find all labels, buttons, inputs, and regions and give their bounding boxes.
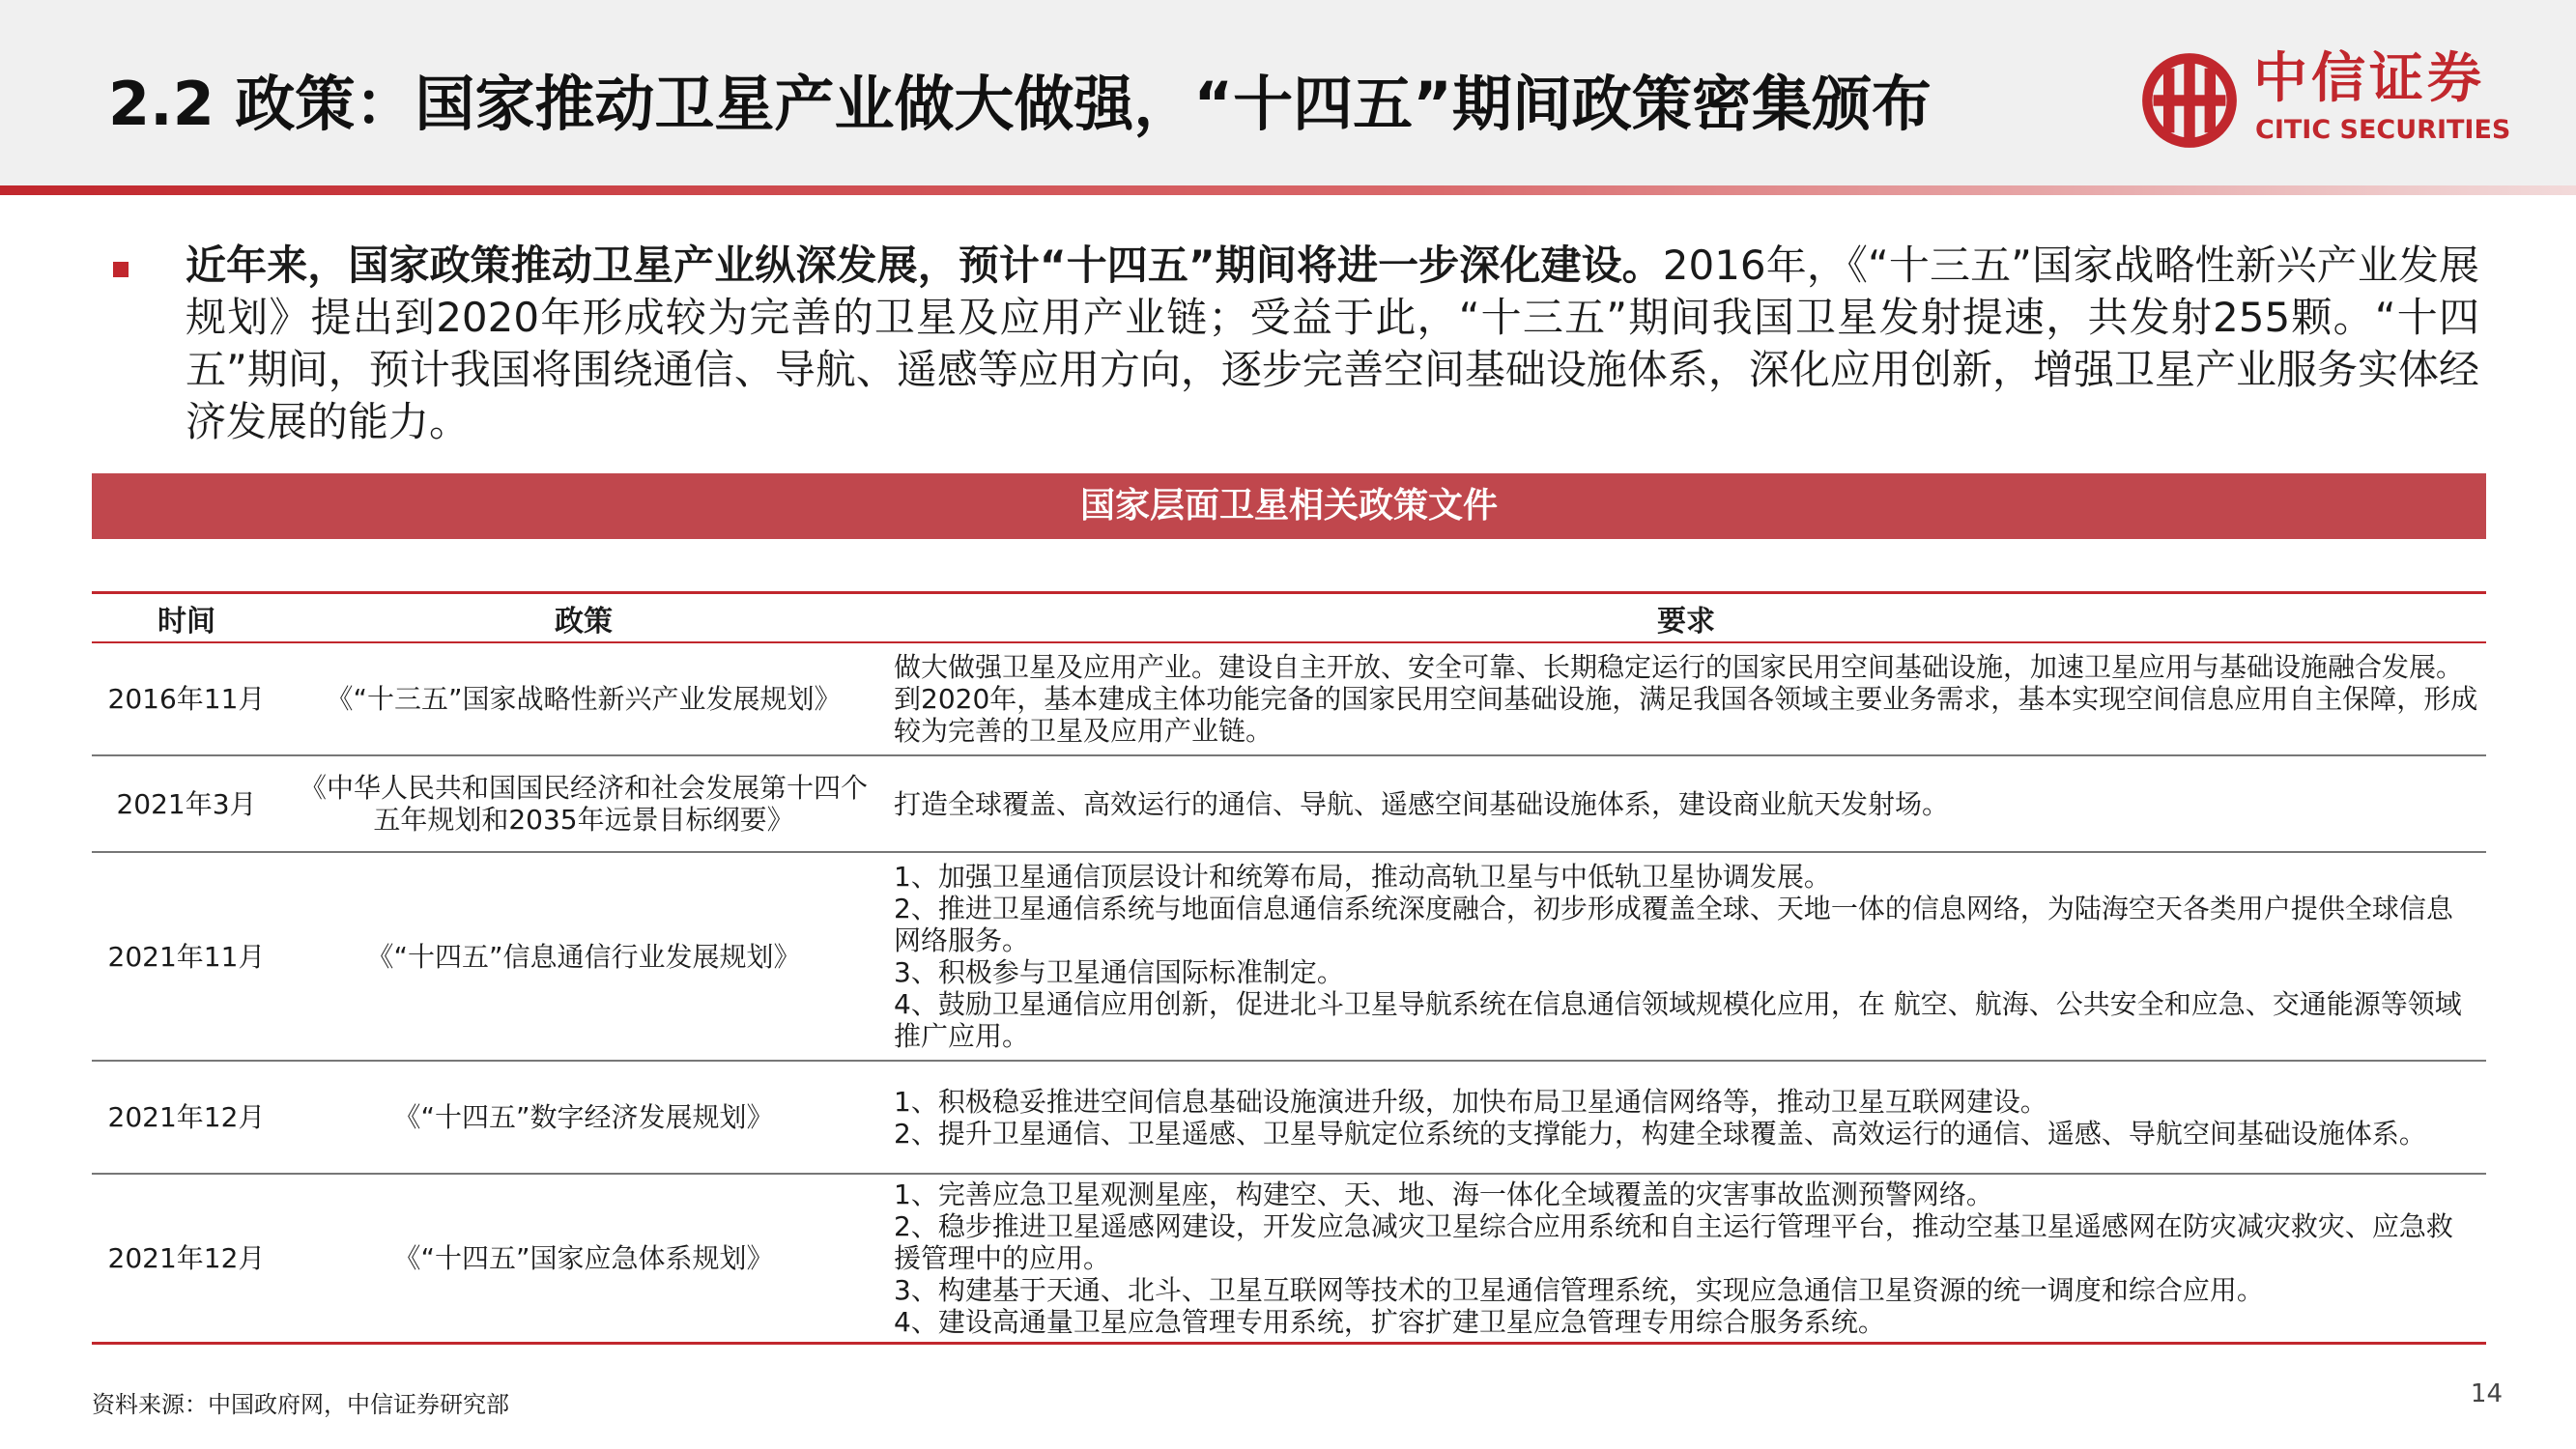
cell-policy: 《“十四五”信息通信行业发展规划》 [281,852,886,1061]
table-row [92,1174,2486,1344]
requirement-item: 2、推进卫星通信系统与地面信息通信系统深度融合，初步形成覆盖全球、天地一体的信息网络，为陆海空天各类用户提供全球信息网络服务。 [894,893,2453,956]
requirement-item: 1、完善应急卫星观测星座，构建空、天、地、海一体化全域覆盖的灾害事故监测预警网络。 [894,1179,1993,1210]
table-title-banner: 国家层面卫星相关政策文件 [92,473,2486,539]
intro-lead: 近年来，国家政策推动卫星产业纵深发展，预计“十四五”期间将进一步深化建设。 [186,242,1663,289]
requirement-item: 打造全球覆盖、高效运行的通信、导航、遥感空间基础设施体系，建设商业航天发射场。 [894,787,1950,820]
slide-header [0,0,2576,185]
table-row [92,852,2486,1061]
table-header-row [92,593,2486,643]
requirement-item: 3、构建基于天通、北斗、卫星互联网等技术的卫星通信管理系统，实现应急通信卫星资源的统一调度和综合应用。 [894,1274,2264,1306]
citic-logo-icon [2139,50,2240,151]
cell-requirement [886,642,2486,755]
cell-policy: 《“十四五”国家应急体系规划》 [393,1242,774,1274]
cell-time: 2016年11月 [92,642,281,755]
requirement-item: 2、稳步推进卫星遥感网建设，开发应急减灾卫星综合应用系统和自主运行管理平台，推动空基卫星遥感网在防灾减灾救灾、应急救援管理中的应用。 [894,1210,2453,1274]
requirement-item: 4、鼓励卫星通信应用创新，促进北斗卫星导航系统在信息通信领域规模化应用，在 航空、航海、公共安全和应急、交通能源等领域推广应用。 [894,988,2462,1052]
requirement-item: 做大做强卫星及应用产业。建设自主开放、安全可靠、长期稳定运行的国家民用空间基础设施，加速卫星应用与基础设施融合发展。到2020年，基本建成主体功能完备的国家民用空间基础设施，满足我国各领域主要业务需求，基本实现空间信息应用自主保障，形成较为完善的卫星及应用产业链。 [894,651,2478,747]
table-row [92,642,2486,755]
bullet-square-icon [113,262,129,277]
cell-policy: 《“十四五”数字经济发展规划》 [281,1061,886,1174]
cell-policy: 《中华人民共和国国民经济和社会发展第十四个五年规划和2035年远景目标纲要》 [281,755,886,852]
logo-chinese-name: 中信证券 [2253,47,2485,110]
requirement-item: 4、建设高通量卫星应急管理专用系统，扩容扩建卫星应急管理专用综合服务系统。 [894,1306,1885,1338]
requirement-item: 1、积极稳妥推进空间信息基础设施演进升级，加快布局卫星通信网络等，推动卫星互联网建设。 [894,1085,2047,1118]
cell-time: 2021年12月 [107,1242,266,1274]
cell-time: 2021年3月 [92,755,281,852]
cell-requirement [886,1061,2486,1174]
requirement-item: 3、积极参与卫星通信国际标准制定。 [894,956,1344,988]
header-divider [0,185,2576,195]
column-header-time: 时间 [92,593,281,643]
column-header-requirement: 要求 [886,593,2486,643]
cell-requirement [886,852,2486,1061]
intro-body: 2016年，《“十三五”国家战略性新兴产业发展规划》提出到2020年形成较为完善的卫星及应用产业链；受益于此，“十三五”期间我国卫星发射提速，共发射255颗。“十四五”期间，预计我国将围绕通信、导航、遥感等应用方向，逐步完善空间基础设施体系，深化应用创新，增强卫星产业服务实体经济发展的能力。 [186,242,2479,445]
cell-policy: 《“十三五”国家战略性新兴产业发展规划》 [281,642,886,755]
logo-english-name: CITIC SECURITIES [2255,115,2511,145]
cell-requirement [886,755,2486,852]
intro-paragraph [186,240,2479,448]
table-row [92,1061,2486,1174]
cell-time: 2021年12月 [92,1061,281,1174]
table-body [92,642,2486,1344]
table-row [92,755,2486,852]
page-title: 2.2 政策：国家推动卫星产业做大做强，“十四五”期间政策密集颁布 [108,69,1932,139]
requirement-item: 1、加强卫星通信顶层设计和统筹布局，推动高轨卫星与中低轨卫星协调发展。 [894,861,1831,893]
column-header-policy: 政策 [281,593,886,643]
source-note: 资料来源：中国政府网，中信证券研究部 [92,1391,509,1418]
policy-table [92,591,2486,1345]
citic-logo [2139,46,2511,155]
page-number: 14 [2470,1379,2503,1408]
cell-requirement [886,1174,2486,1344]
requirement-item: 2、提升卫星通信、卫星遥感、卫星导航定位系统的支撑能力，构建全球覆盖、高效运行的通信、遥感、导航空间基础设施体系。 [894,1117,2426,1150]
cell-time: 2021年11月 [92,852,281,1061]
